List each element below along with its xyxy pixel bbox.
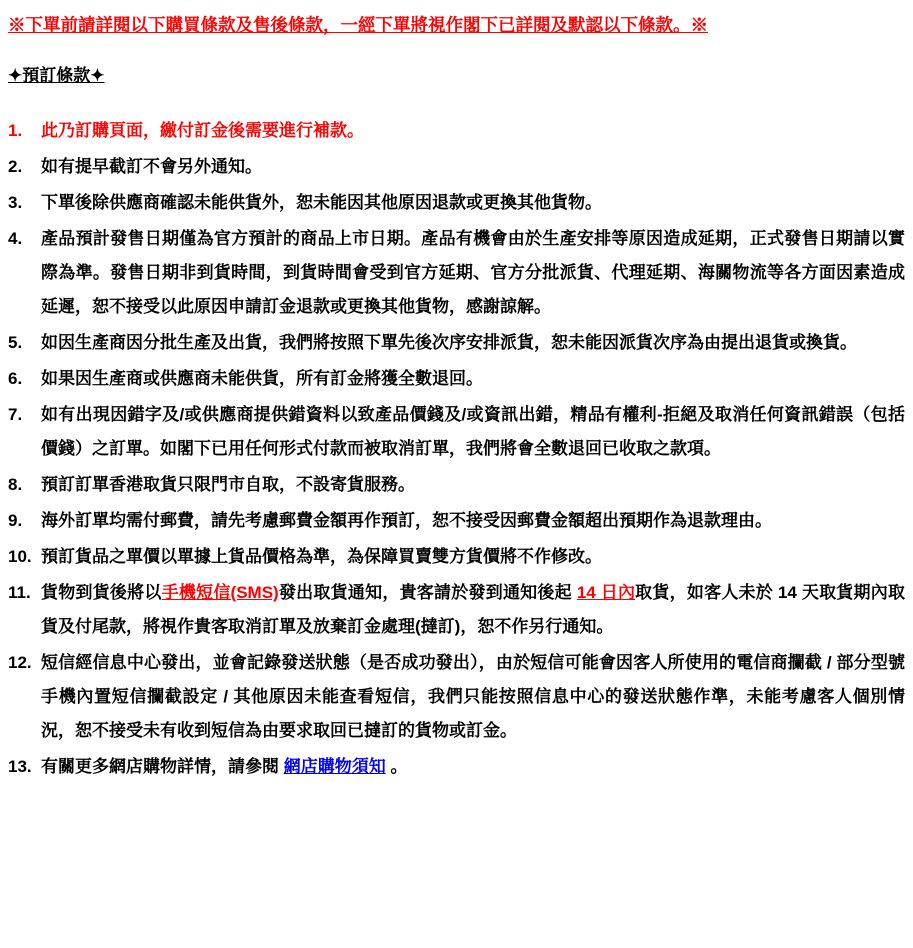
term-item-11 [8,576,905,644]
term-number: 12. [8,653,32,672]
term-number: 5. [8,333,23,352]
term-text-segment: 有關更多網店購物詳情，請參閱 [41,757,284,776]
term-number: 8. [8,475,23,494]
term-number: 1. [8,121,23,140]
sms-highlight: 手機短信(SMS) [161,583,279,602]
shop-info-link[interactable]: 網店購物須知 [283,757,386,776]
term-text: 如有出現因錯字及/或供應商提供錯資料以致產品價錢及/或資訊出錯，精品有權利-拒絕及取消任何資訊錯誤（包括價錢）之訂單。如閣下已用任何形式付款而被取消訂單，我們將會全數退回已收取之款項。 [41,405,905,458]
term-text: 短信經信息中心發出，並會記錄發送狀態（是否成功發出），由於短信可能會因客人所使用的電信商攔截 / 部分型號手機內置短信攔截設定 / 其他原因未能查看短信，我們只能按照信息中心的發送狀態作準，未能考慮客人個別情況，恕不接受未有收到短信為由要求取回已撻訂的貨物或訂金。 [41,653,905,740]
term-text: 如有提早截訂不會另外通知。 [41,157,262,176]
term-text-segment: 發出取貨通知，貴客請於發到通知後起 [278,583,577,602]
terms-document [8,12,905,784]
term-number: 11. [8,583,31,602]
term-item-12 [8,646,905,748]
term-text: 如因生產商因分批生產及出貨，我們將按照下單先後次序安排派貨，恕未能因派貨次序為由提出退貨或換貨。 [41,333,857,352]
pickup-deadline-highlight: 14 日內 [576,583,636,602]
term-item-3 [8,186,905,220]
term-text: 預訂貨品之單價以單據上貨品價格為準，為保障買賣雙方貨價將不作修改。 [41,547,602,566]
terms-list [8,114,905,784]
term-text: 此乃訂購頁面，繳付訂金後需要進行補款。 [41,121,364,140]
term-number: 2. [8,157,23,176]
term-number: 7. [8,405,23,424]
term-number: 3. [8,193,23,212]
term-text: 下單後除供應商確認未能供貨外，恕未能因其他原因退款或更換其他貨物。 [41,193,602,212]
purchase-notice-banner: ※下單前請詳閱以下購買條款及售後條款，一經下單將視作閣下已詳閱及默認以下條款。※ [8,15,708,35]
term-text-segment: 取貨，如客人未於 14 天取貨期內取貨及付尾款，將視作貴客取消訂單及放棄訂金處理(撻訂)，恕不作另行通知。 [41,583,905,636]
term-item-2 [8,150,905,184]
term-item-4 [8,222,905,324]
term-text: 如果因生產商或供應商未能供貨，所有訂金將獲全數退回。 [41,369,483,388]
term-item-8 [8,468,905,502]
term-number: 13. [8,757,32,776]
term-text: 海外訂單均需付郵費，請先考慮郵費金額再作預訂，恕不接受因郵費金額超出預期作為退款理由。 [41,511,772,530]
term-item-1 [8,114,905,148]
section-title-preorder-terms: ✦預訂條款✦ [8,66,105,85]
term-number: 4. [8,229,23,248]
term-item-13 [8,750,905,784]
term-item-7 [8,398,905,466]
term-item-6 [8,362,905,396]
term-text-segment: 。 [385,757,408,776]
term-text-segment: 貨物到貨後將以 [41,583,162,602]
term-number: 10. [8,547,32,566]
term-text: 產品預計發售日期僅為官方預計的商品上市日期。產品有機會由於生產安排等原因造成延期，正式發售日期請以實際為準。發售日期非到貨時間，到貨時間會受到官方延期、官方分批派貨、代理延期、海關物流等各方面因素造成延遲，恕不接受以此原因申請訂金退款或更換其他貨物，感謝諒解。 [41,229,905,316]
term-item-5 [8,326,905,360]
term-text [41,750,905,784]
term-text: 預訂訂單香港取貨只限門市自取，不設寄貨服務。 [41,475,415,494]
term-item-9 [8,504,905,538]
term-number: 6. [8,369,23,388]
term-text [41,576,905,644]
term-number: 9. [8,511,23,530]
term-item-10 [8,540,905,574]
